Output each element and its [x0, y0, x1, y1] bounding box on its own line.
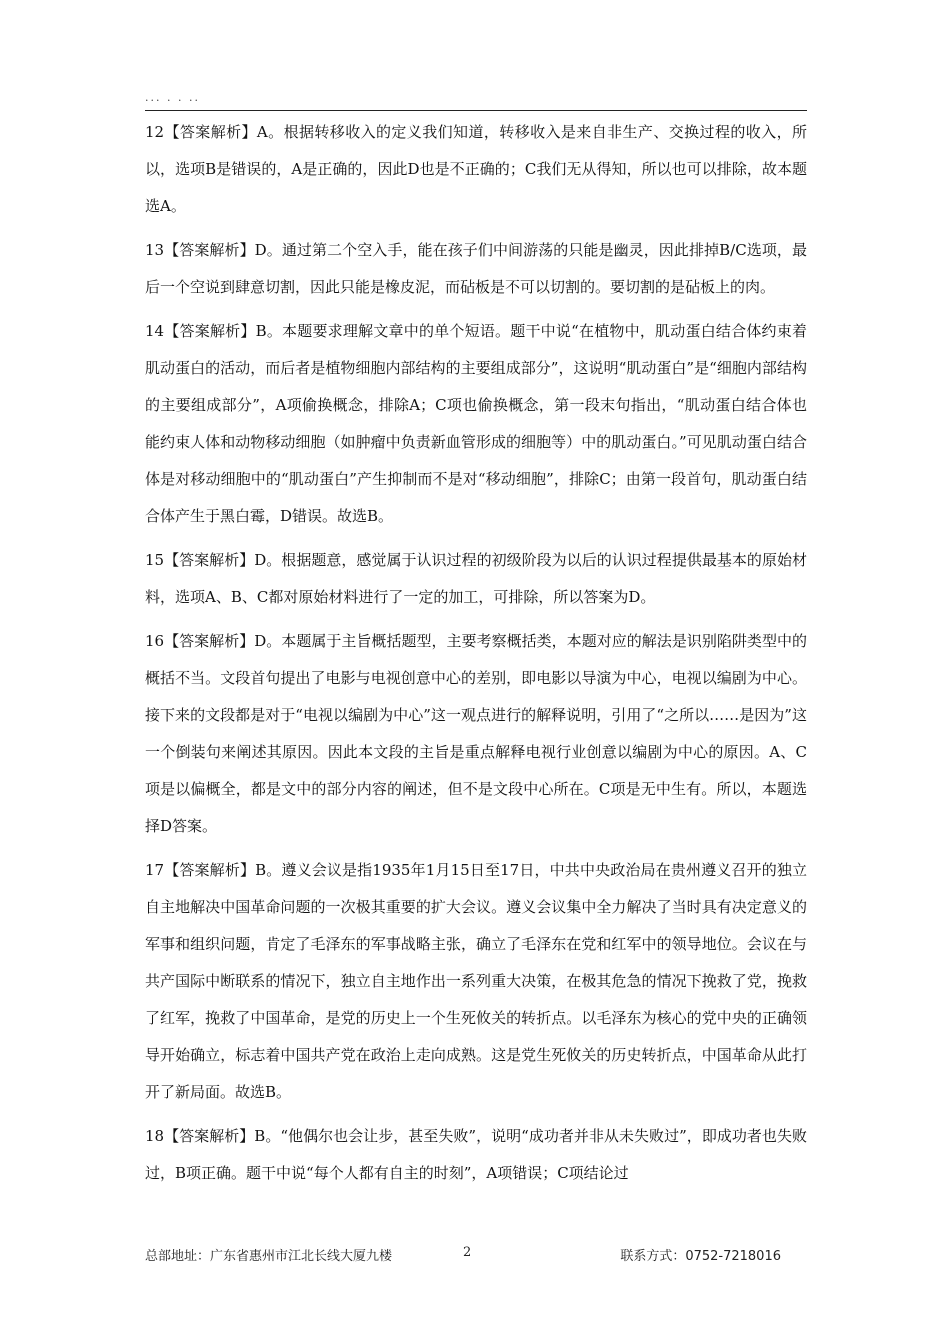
- page-number: 2: [463, 1245, 472, 1260]
- answer-paragraph-14: 14【答案解析】B。本题要求理解文章中的单个短语。题干中说“在植物中，肌动蛋白结合体约束着肌动蛋白的活动，而后者是植物细胞内部结构的主要组成部分”，这说明“肌动蛋白”是“细胞内部结构的主要组成部分”，A项偷换概念，排除A；C项也偷换概念，第一段末句指出，“肌动蛋白结合体也能约束人体和动物移动细胞（如肿瘤中负责新血管形成的细胞等）中的肌动蛋白。”可见肌动蛋白结合体是对移动细胞中的“肌动蛋白”产生抑制而不是对“移动细胞”，排除C；由第一段首句，肌动蛋白结合体产生于黑白霉，D错误。故选B。: [145, 322, 807, 525]
- page-header-text: ··· · · ··: [145, 94, 200, 107]
- footer-contact: 联系方式：0752-7218016: [620, 1249, 781, 1264]
- answer-explanations: [145, 114, 807, 1199]
- answer-paragraph-16: 16【答案解析】D。本题属于主旨概括题型，主要考察概括类，本题对应的解法是识别陷阱类型中的概括不当。文段首句提出了电影与电视创意中心的差别，即电影以导演为中心，电视以编剧为中心。接下来的文段都是对于“电视以编剧为中心”这一观点进行的解释说明，引用了“之所以……是因为”这一个倒装句来阐述其原因。因此本文段的主旨是重点解释电视行业创意以编剧为中心的原因。A、C项是以偏概全，都是文中的部分内容的阐述，但不是文段中心所在。C项是无中生有。所以，本题选择D答案。: [145, 632, 807, 835]
- page-footer: [145, 1245, 807, 1267]
- footer-address: 总部地址：广东省惠州市江北长线大厦九楼: [145, 1249, 393, 1264]
- answer-paragraph-13: 13【答案解析】D。通过第二个空入手，能在孩子们中间游荡的只能是幽灵，因此排掉B/C选项，最后一个空说到肆意切割，因此只能是橡皮泥，而砧板是不可以切割的。要切割的是砧板上的肉。: [145, 241, 807, 296]
- header-rule: [145, 110, 807, 111]
- answer-paragraph-18: 18【答案解析】B。“他偶尔也会让步，甚至失败”，说明“成功者并非从未失败过”，即成功者也失败过，B项正确。题干中说“每个人都有自主的时刻”，A项错误；C项结论过: [145, 1127, 807, 1182]
- answer-paragraph-12: 12【答案解析】A。根据转移收入的定义我们知道，转移收入是来自非生产、交换过程的收入，所以，选项B是错误的，A是正确的，因此D也是不正确的；C我们无从得知，所以也可以排除，故本题选A。: [145, 123, 807, 215]
- answer-paragraph-15: 15【答案解析】D。根据题意，感觉属于认识过程的初级阶段为以后的认识过程提供最基本的原始材料，选项A、B、C都对原始材料进行了一定的加工，可排除，所以答案为D。: [145, 551, 807, 606]
- answer-paragraph-17: 17【答案解析】B。遵义会议是指1935年1月15日至17日，中共中央政治局在贵州遵义召开的独立自主地解决中国革命问题的一次极其重要的扩大会议。遵义会议集中全力解决了当时具有决定意义的军事和组织问题，肯定了毛泽东的军事战略主张，确立了毛泽东在党和红军中的领导地位。会议在与共产国际中断联系的情况下，独立自主地作出一系列重大决策，在极其危急的情况下挽救了党，挽救了红军，挽救了中国革命，是党的历史上一个生死攸关的转折点。以毛泽东为核心的党中央的正确领导开始确立，标志着中国共产党在政治上走向成熟。这是党生死攸关的历史转折点，中国革命从此打开了新局面。故选B。: [145, 861, 807, 1101]
